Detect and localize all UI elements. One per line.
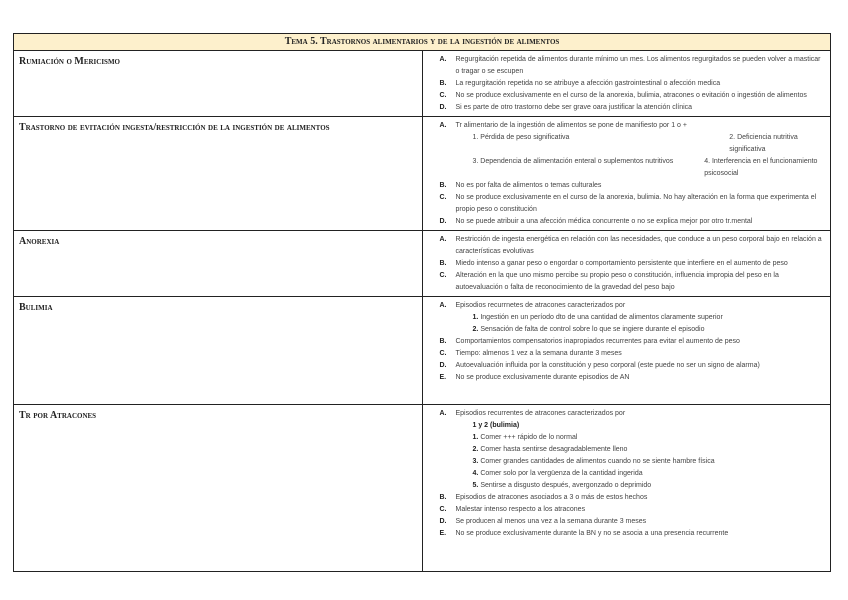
criteria-list xyxy=(422,405,831,572)
disorder-name: Bulimia xyxy=(14,297,423,405)
sub-item xyxy=(440,480,825,492)
list-item xyxy=(440,336,825,348)
item-marker: A. xyxy=(439,302,447,309)
item-text: La regurgitación repetida no se atribuye a afección gastrointestinal o afección medica xyxy=(455,80,721,87)
item-marker: B. xyxy=(439,80,447,87)
table-title: Tema 5. Trastornos alimentarios y de la ingestión de alimentos xyxy=(14,34,831,51)
item-marker: D. xyxy=(439,218,447,225)
disorder-name: Rumiación o Mericismo xyxy=(14,51,423,117)
item-text: Restricción de ingesta energética en relación con las necesidades, que conduce a un peso corporal bajo en relación a características evolutivas xyxy=(455,236,822,255)
list-item xyxy=(440,192,825,216)
item-marker: B. xyxy=(439,182,447,189)
item-marker: B. xyxy=(439,338,447,345)
sub-item xyxy=(440,432,825,444)
sub-text: Comer grandes cantidades de alimentos cuando no se siente hambre física xyxy=(480,458,715,465)
item-text: Miedo intenso a ganar peso o engordar o comportamiento persistente que interfiere en el aumento de peso xyxy=(455,260,788,267)
item-text: Episodios recurrnetes de atracones caracterizados por xyxy=(455,302,626,309)
table-row xyxy=(14,297,831,405)
sub-number: 1. xyxy=(472,434,479,441)
item-text: Alteración en la que uno mismo percibe su propio peso o constitución, influencia impropia del peso en la autoevaluación o falta de reconocimiento de la gravedad del peso bajo xyxy=(455,272,779,291)
item-marker: C. xyxy=(439,272,447,279)
item-marker: C. xyxy=(439,506,447,513)
sub-text: Comer +++ rápido de lo normal xyxy=(480,434,578,441)
list-item xyxy=(440,360,825,372)
item-text: Comportamientos compensatorios inapropiados recurrentes para evitar el aumento de peso xyxy=(455,338,740,345)
item-marker: E. xyxy=(439,530,447,537)
item-text: No se puede atribuir a una afección médica concurrente o no se explica mejor por otro tr.mental xyxy=(455,218,753,225)
sub-criteria xyxy=(440,132,825,156)
list-item xyxy=(440,270,825,294)
sub-number: 5. xyxy=(472,482,479,489)
table-row xyxy=(14,51,831,117)
item-marker: D. xyxy=(439,518,447,525)
item-text: Se producen al menos una vez a la semana durante 3 meses xyxy=(455,518,647,525)
item-text: Tiempo: almenos 1 vez a la semana durante 3 meses xyxy=(455,350,622,357)
list-item xyxy=(440,372,825,384)
list-item xyxy=(440,180,825,192)
item-text: No es por falta de alimentos o temas culturales xyxy=(455,182,602,189)
sub-item: 4. Interferencia en el funcionamiento psicosocial xyxy=(704,158,818,177)
list-item xyxy=(440,504,825,516)
sub-note: 1 y 2 (bulimia) xyxy=(472,422,520,429)
list-item xyxy=(440,234,825,258)
item-text: No se produce exclusivamente durante episodios de AN xyxy=(455,374,630,381)
item-text: Malestar intenso respecto a los atracones xyxy=(455,506,586,513)
item-text: Episodios de atracones asociados a 3 o más de estos hechos xyxy=(455,494,648,501)
list-item xyxy=(440,408,825,420)
item-marker: B. xyxy=(439,260,447,267)
sub-item xyxy=(440,324,825,336)
sub-number: 1. xyxy=(472,314,479,321)
sub-text: Comer hasta sentirse desagradablemente lleno xyxy=(480,446,628,453)
item-text: No se produce exclusivamente en el curso de la anorexia, bulimia, atracones o evitación o ingestión de alimentos xyxy=(455,92,807,99)
list-item xyxy=(440,300,825,312)
sub-text: Ingestión en un período dto de una cantidad de alimentos claramente superior xyxy=(480,314,723,321)
sub-text: Sensación de falta de control sobre lo que se ingiere durante el episodio xyxy=(480,326,705,333)
document-page xyxy=(13,33,831,572)
sub-text: Sentirse a disgusto después, avergonzado o deprimido xyxy=(480,482,652,489)
table-row xyxy=(14,405,831,572)
list-item xyxy=(440,348,825,360)
item-marker: C. xyxy=(439,194,447,201)
list-item xyxy=(440,120,825,132)
sub-number: 3. xyxy=(472,458,479,465)
criteria-list xyxy=(422,297,831,405)
item-marker: E. xyxy=(439,374,447,381)
sub-number: 2. xyxy=(472,446,479,453)
item-text: Episodios recurrentes de atracones caracterizados por xyxy=(455,410,626,417)
list-item xyxy=(440,492,825,504)
item-text: Regurgitación repetida de alimentos durante mínimo un mes. Los alimentos regurgitados se pueden volver a masticar o tragar o se escupen xyxy=(455,56,821,75)
item-marker: A. xyxy=(439,122,447,129)
item-marker: C. xyxy=(439,92,447,99)
item-marker: A. xyxy=(439,410,447,417)
item-marker: C. xyxy=(439,350,447,357)
item-text: Autoevaluación influida por la constitución y peso corporal (este puede no ser un signo de alarma) xyxy=(455,362,760,369)
item-marker: B. xyxy=(439,494,447,501)
sub-item: 3. Dependencia de alimentación enteral o suplementos nutritivos xyxy=(472,158,674,165)
item-text: No se produce exclusivamente en el curso de la anorexia, bulimia. No hay alteración en la forma que experimenta el propio peso o constitución xyxy=(455,194,817,213)
disorder-name: Anorexia xyxy=(14,231,423,297)
list-item xyxy=(440,78,825,90)
sub-criteria xyxy=(440,156,825,180)
item-text: Tr alimentario de la ingestión de alimentos se pone de manifiesto por 1 o + xyxy=(455,122,687,129)
table-header-row xyxy=(14,34,831,51)
list-item xyxy=(440,54,825,78)
table-row xyxy=(14,231,831,297)
item-marker: D. xyxy=(439,104,447,111)
table-row xyxy=(14,117,831,231)
sub-item xyxy=(440,468,825,480)
sub-item xyxy=(440,312,825,324)
criteria-list xyxy=(422,231,831,297)
item-text: Si es parte de otro trastorno debe ser grave oara justificar la atención clínica xyxy=(455,104,693,111)
item-marker: A. xyxy=(439,236,447,243)
sub-text: Comer solo por la vergüenza de la cantidad ingerida xyxy=(480,470,643,477)
criteria-list xyxy=(422,117,831,231)
sub-number: 4. xyxy=(472,470,479,477)
list-item xyxy=(440,528,825,540)
disorder-name: Tr por Atracones xyxy=(14,405,423,572)
sub-item: 2. Deficiencia nutritiva significativa xyxy=(729,134,798,153)
item-text: No se produce exclusivamente durante la BN y no se asocia a una presencia recurrente xyxy=(455,530,729,537)
item-marker: A. xyxy=(439,56,447,63)
sub-number: 2. xyxy=(472,326,479,333)
sub-item xyxy=(440,444,825,456)
list-item xyxy=(440,102,825,114)
criteria-list xyxy=(422,51,831,117)
list-item xyxy=(440,516,825,528)
list-item xyxy=(440,216,825,228)
item-marker: D. xyxy=(439,362,447,369)
criteria-table xyxy=(13,33,831,572)
list-item xyxy=(440,258,825,270)
list-item xyxy=(440,90,825,102)
sub-item: 1. Pérdida de peso significativa xyxy=(472,134,570,141)
disorder-name: Trastorno de evitación ingesta/restricción de la ingestión de alimentos xyxy=(14,117,423,231)
sub-item xyxy=(440,456,825,468)
